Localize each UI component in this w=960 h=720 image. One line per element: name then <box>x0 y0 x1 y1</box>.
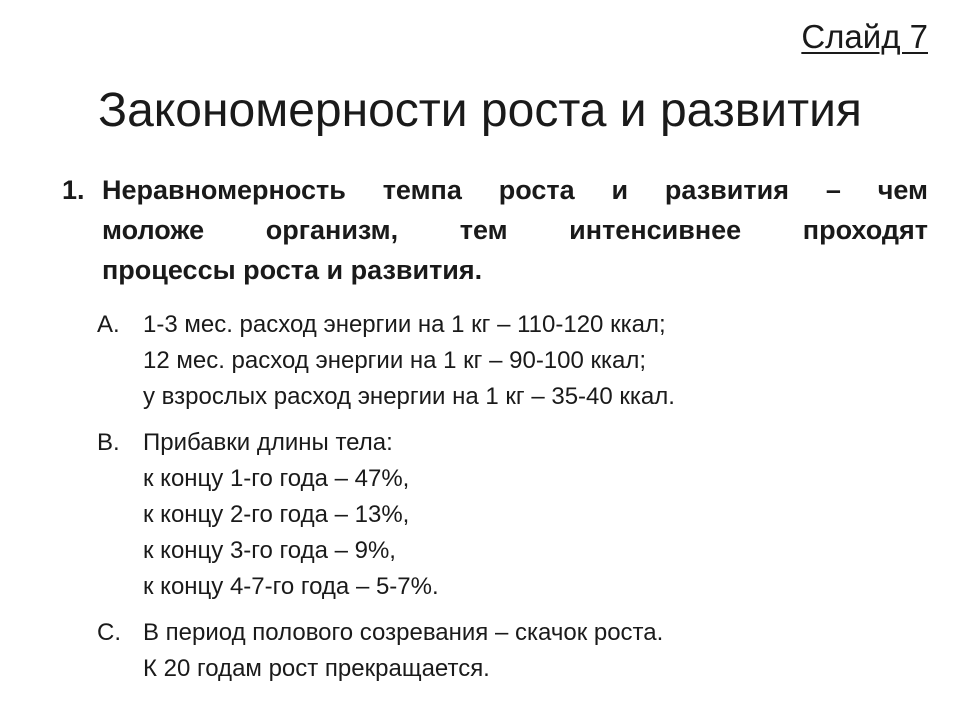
sub-point-line: 12 мес. расход энергии на 1 кг – 90-100 ккал; <box>143 347 647 374</box>
main-point-line: процессы роста и развития. <box>102 255 483 285</box>
sub-point-line: к концу 3-го года – 9%, <box>143 537 396 564</box>
main-point <box>62 170 928 290</box>
sub-point-a <box>97 307 927 415</box>
sub-point-line: к концу 1-го года – 47%, <box>143 465 410 492</box>
sub-point-line: 1-3 мес. расход энергии на 1 кг – 110-120 ккал; <box>143 311 666 338</box>
sub-point-letter: C. <box>97 619 121 646</box>
sub-point-letter: B. <box>97 429 120 456</box>
sub-point-line: к концу 2-го года – 13%, <box>143 501 410 528</box>
slide-number: Слайд 7 <box>801 18 928 55</box>
sub-point-line: В период полового созревания – скачок роста. <box>143 619 664 646</box>
sub-point-line: К 20 годам рост прекращается. <box>143 655 490 682</box>
sub-point-line: у взрослых расход энергии на 1 кг – 35-40 ккал. <box>143 383 675 410</box>
main-point-number: 1. <box>62 175 85 205</box>
sub-point-line: к концу 4-7-го года – 5-7%. <box>143 573 439 600</box>
sub-point-c <box>97 615 927 687</box>
main-point-line: моложе организм, тем интенсивнее проходят <box>102 215 928 245</box>
main-point-text <box>102 170 928 290</box>
sub-point-line: Прибавки длины тела: <box>143 429 393 456</box>
sub-point-b <box>97 425 927 605</box>
sub-point-list <box>97 307 927 697</box>
main-point-line: Неравномерность темпа роста и развития – чем <box>102 175 928 205</box>
slide-title: Закономерности роста и развития <box>98 84 862 137</box>
sub-point-letter: A. <box>97 311 120 338</box>
